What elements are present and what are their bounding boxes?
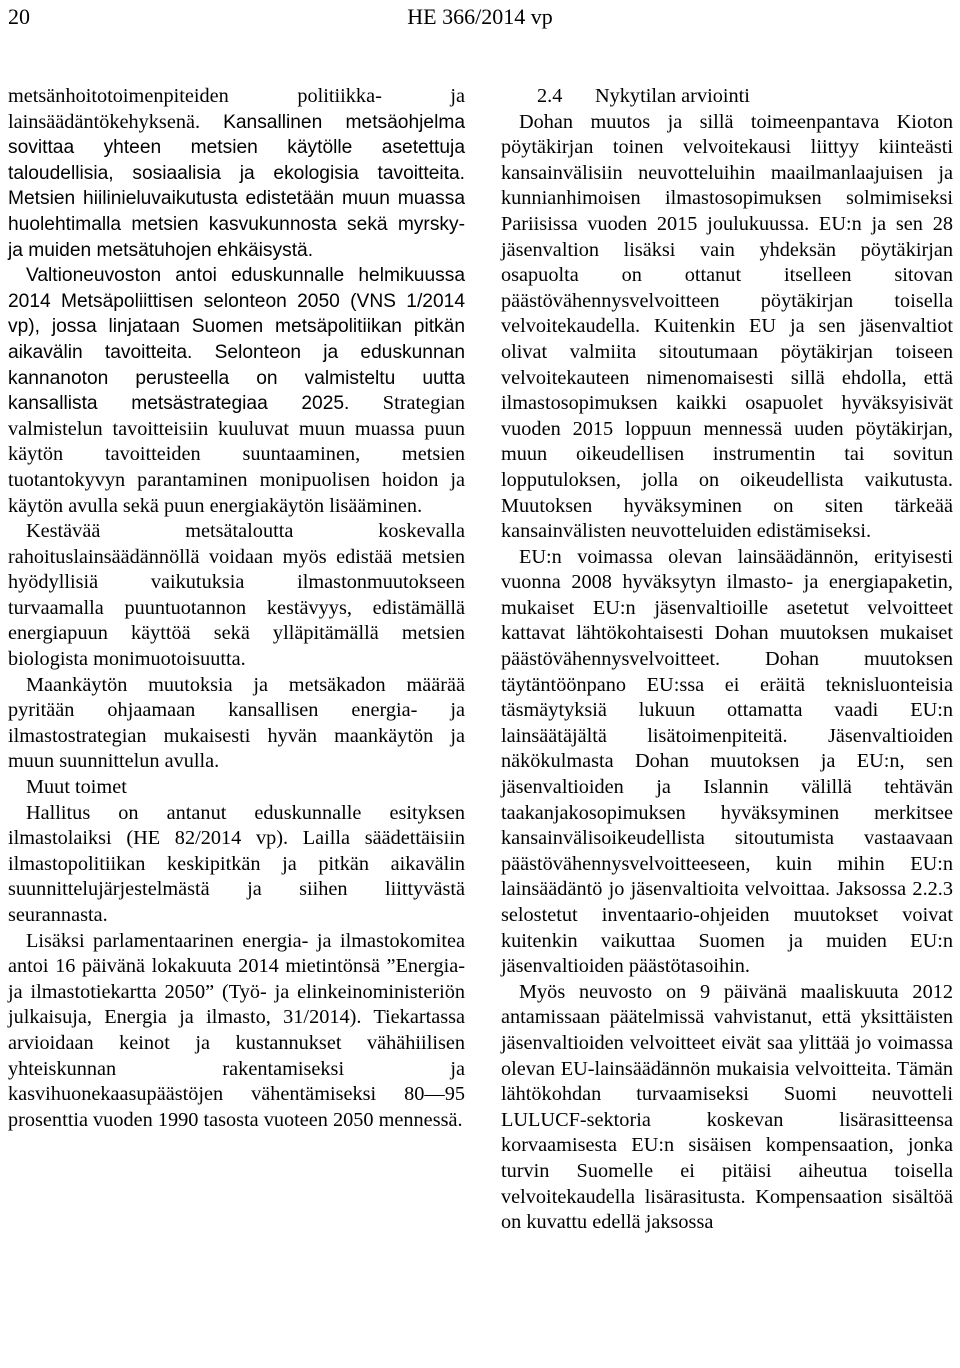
paragraph-text: Strategian valmistelun tavoitteisiin kuuluvat muun muassa puun käytön tavoitteiden suuntaaminen, metsien tuotantokyvyn parantaminen monipuolisen hoidon ja käytön avulla sekä puun energiakäytön lisääminen.	[8, 392, 466, 517]
section-heading	[501, 84, 953, 110]
paragraph: Kestävää metsätaloutta koskevalla rahoituslainsäädännöllä voidaan myös edistää metsien hyödyllisiä vaikutuksia ilmastonmuutokseen turvaamalla puuntuotannon kestävyys, edistämällä energiapuun käyttöä sekä ylläpitämällä metsien biologista monimuotoisuutta.	[8, 520, 465, 671]
subheading: Muut toimet	[26, 776, 127, 799]
page-header	[8, 0, 952, 34]
paragraph	[8, 263, 465, 519]
paragraph	[8, 84, 465, 263]
document-id: HE 366/2014 vp	[407, 4, 553, 29]
paragraph: Maankäytön muutoksia ja metsäkadon määrää pyritään ohjaamaan kansallisen energia- ja ilmastostrategian mukaisesti hyvän maankäytön ja muun suunnittelun avulla.	[8, 673, 465, 773]
paragraph-text: Kansallinen metsäohjelma sovittaa yhteen metsien käytölle asetettuja taloudellisia, sosiaalisia ja ekologisia tavoitteita. Metsien hiilinieluvaikutusta edistetään muun muassa huolehtimalla metsien kasvukunnosta sekä myrsky- ja muiden metsätuhojen ehkäisystä.	[8, 111, 465, 261]
page-number: 20	[8, 4, 30, 29]
left-column	[8, 84, 465, 1133]
section-title: Nykytilan arviointi	[595, 85, 750, 107]
section-number: 2.4	[537, 85, 563, 107]
paragraph: EU:n voimassa olevan lainsäädännön, erityisesti vuonna 2008 hyväksytyn ilmasto- ja energiapaketin, mukaiset EU:n jäsenvaltioille asetetut velvoitteet kattavat lähtökohtaisesti Dohan muutoksen mukaiset päästövähennysvelvoitteet. Dohan muutoksen täytäntöönpano EU:ssa ei eräitä teknisluonteisia täsmäytyksiä lukuun ottamatta vaadi EU:n lainsäätäjältä lisätoimenpiteitä. Jäsenvaltioiden näkökulmasta Dohan muutoksen ja EU:n, sen jäsenvaltioiden ja Islannin välillä tehtävän taakanjakosopimuksen hyväksyminen merkitsee kansainvälisoikeudellista sitoutumista vastaavaan päästövähennysvelvoitteeseen, kuin mihin EU:n lainsäädäntö jo jäsenvaltioita velvoittaa. Jaksossa 2.2.3 selostetut inventaario-ohjeiden muutokset voivat kuitenkin vaikuttaa Suomen ja muiden EU:n jäsenvaltioiden päästötasoihin.	[501, 545, 953, 978]
paragraph-text: Valtioneuvoston antoi eduskunnalle helmikuussa 2014 Metsäpoliittisen selonteon 2050 (VNS 1/2014 vp), jossa linjataan Suomen metsäpolitiikan pitkän aikavälin tavoitteita. Selonteon ja eduskunnan kannanoton perusteella on valmisteltu uutta kansallista metsästrategiaa 2025.	[8, 265, 465, 415]
paragraph: Myös neuvosto on 9 päivänä maaliskuuta 2012 antamissaan päätelmissä vahvistanut, että yksittäisten jäsenvaltioiden velvoitteet eivät saa ylittää jo voimassa olevan EU-lainsäädännön mukaisia velvoitteita. Tämän lähtökohdan turvaamiseksi Suomi neuvotteli LULUCF-sektoria koskevan lisärasitteensa korvaamisesta EU:n sisäisen kompensaation, jonka turvin Suomelle ei pitäisi aiheutua toisella velvoitekaudella lisärasitusta. Kompensaation sisältöä on kuvattu edellä jaksossa	[501, 980, 953, 1234]
paragraph: Hallitus on antanut eduskunnalle esityksen ilmastolaiksi (HE 82/2014 vp). Lailla säädettäisiin ilmastopolitiikan keskipitkän ja pitkän aikavälin suunnittelujärjestelmästä ja siihen liittyvästä seurannasta.	[8, 801, 465, 926]
paragraph-text: metsänhoitotoimenpiteiden politiikka- ja lainsäädäntökehyksenä.	[8, 85, 465, 133]
right-column	[501, 84, 953, 1236]
paragraph: Lisäksi parlamentaarinen energia- ja ilmastokomitea antoi 16 päivänä lokakuuta 2014 mietintönsä ”Energia- ja ilmastotiekartta 2050” (Työ- ja elinkeinoministeriön julkaisuja, Energia ja ilmasto, 31/2014). Tiekartassa arvioidaan keinot ja kustannukset vähähiilisen yhteiskunnan rakentamiseksi ja kasvihuonekaasupäästöjen vähentämiseksi 80—95 prosenttia vuoden 1990 tasosta vuoteen 2050 mennessä.	[8, 929, 465, 1131]
paragraph: Dohan muutos ja sillä toimeenpantava Kioton pöytäkirjan toinen velvoitekausi liittyy kiinteästi kansainvälisiin neuvotteluihin maailmanlaajuisen ja kunnianhimoisen ilmastosopimuksen solmimiseksi Pariisissa vuoden 2015 joulukuussa. EU:n ja sen 28 jäsenvaltion lisäksi vain yhdeksän pöytäkirjan osapuolta on ottanut itselleen sitovan päästövähennysvelvoitteen pöytäkirjan toisella velvoitekaudella. Kuitenkin EU ja sen jäsenvaltiot olivat valmiita sitoutumaan pöytäkirjan toiseen velvoitekauteen nimenomaisesti sillä ehdolla, että ilmastosopimuksen kaikki osapuolet hyväksyisivät vuoden 2015 loppuun mennessä uuden pöytäkirjan, muun oikeudellisen instrumentin tai sovitun lopputuloksen, jolla on oikeudellista vaikutusta. Muutoksen hyväksyminen on siten tärkeää kansainvälisten neuvotteluiden edistämiseksi.	[501, 110, 953, 543]
